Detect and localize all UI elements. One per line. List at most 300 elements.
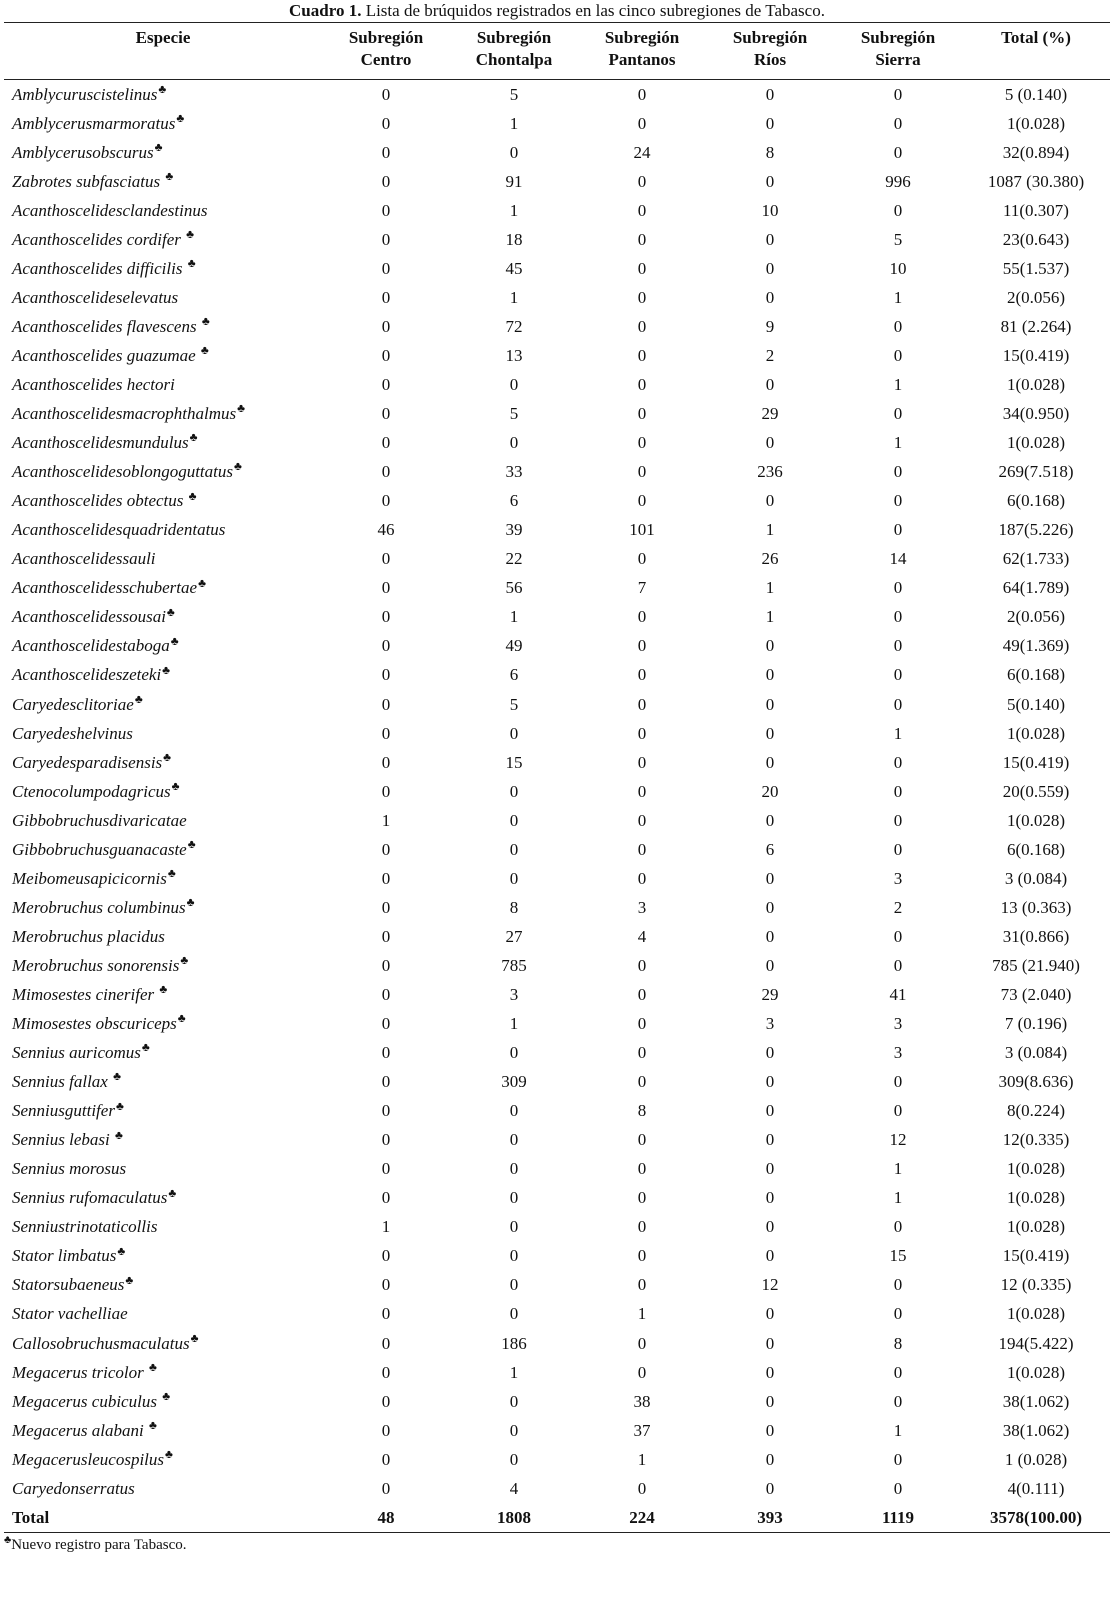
total-sierra: 1119 <box>834 1503 962 1533</box>
count-rios: 6 <box>765 839 775 859</box>
column-header-sierra <box>834 23 962 80</box>
count-sierra: 2 <box>893 897 903 917</box>
count-sierra: 0 <box>893 1478 903 1498</box>
species-cell <box>4 1155 322 1184</box>
count-sierra: 1 <box>893 1420 903 1440</box>
table-row <box>4 1329 1110 1358</box>
count-pantanos: 0 <box>637 810 647 830</box>
club-icon: ♣ <box>115 1098 124 1113</box>
table-row <box>4 661 1110 690</box>
column-header-pantanos <box>578 23 706 80</box>
count-chontalpa: 3 <box>509 984 519 1004</box>
count-total: 55(1.537) <box>1002 258 1070 278</box>
count-rios: 0 <box>765 491 775 511</box>
species-cell <box>4 1242 322 1271</box>
table-row <box>4 951 1110 980</box>
species-name: Stator limbatus <box>12 1246 117 1266</box>
count-rios: 1 <box>765 578 775 598</box>
count-chontalpa: 56 <box>505 578 523 598</box>
count-chontalpa: 27 <box>505 926 523 946</box>
count-sierra: 0 <box>893 462 903 482</box>
species-name: Meibomeusapicicornis <box>12 868 167 888</box>
count-centro: 0 <box>381 1130 391 1150</box>
count-chontalpa: 6 <box>509 491 519 511</box>
count-centro: 0 <box>381 345 391 365</box>
species-name: Acanthoscelides difficilis <box>12 258 187 278</box>
count-rios: 0 <box>765 113 775 133</box>
count-centro: 0 <box>381 1246 391 1266</box>
count-chontalpa: 5 <box>509 84 519 104</box>
species-name: Statorsubaeneus <box>12 1275 125 1295</box>
count-chontalpa: 72 <box>505 316 523 336</box>
club-icon: ♣ <box>113 1069 121 1084</box>
count-centro: 0 <box>381 374 391 394</box>
count-centro: 0 <box>381 636 391 656</box>
table-row <box>4 1358 1110 1387</box>
species-cell <box>4 1271 322 1300</box>
club-icon: ♣ <box>180 953 189 968</box>
column-header-centro <box>322 23 450 80</box>
count-sierra: 0 <box>893 665 903 685</box>
species-name: Amblycerusmarmoratus <box>12 113 176 133</box>
count-centro: 0 <box>381 1362 391 1382</box>
species-name: Mimosestes cinerifer <box>12 984 159 1004</box>
caption-text: Lista de brúquidos registrados en las cinco subregiones de Tabasco. <box>361 1 825 20</box>
count-sierra: 0 <box>893 752 903 772</box>
count-sierra: 8 <box>893 1333 903 1353</box>
species-cell <box>4 1387 322 1416</box>
table-row <box>4 429 1110 458</box>
count-rios: 0 <box>765 1362 775 1382</box>
count-centro: 0 <box>381 258 391 278</box>
count-rios: 0 <box>765 694 775 714</box>
count-chontalpa: 0 <box>509 1275 519 1295</box>
club-icon: ♣ <box>148 1359 157 1374</box>
count-chontalpa: 0 <box>509 433 519 453</box>
count-rios: 0 <box>765 1420 775 1440</box>
species-name: Acanthoscelidesschubertae <box>12 578 198 598</box>
species-cell <box>4 1416 322 1445</box>
count-centro: 0 <box>381 694 391 714</box>
table-row <box>4 196 1110 225</box>
species-cell <box>4 632 322 661</box>
count-rios: 29 <box>761 404 779 424</box>
species-cell <box>4 254 322 283</box>
count-centro: 0 <box>381 781 391 801</box>
count-centro: 0 <box>381 462 391 482</box>
table-row <box>4 370 1110 399</box>
club-icon: ♣ <box>162 662 171 677</box>
count-total: 20(0.559) <box>1002 781 1070 801</box>
count-rios: 0 <box>765 665 775 685</box>
count-total: 73 (2.040) <box>1000 984 1072 1004</box>
count-rios: 1 <box>765 607 775 627</box>
count-pantanos: 0 <box>637 1188 647 1208</box>
count-chontalpa: 0 <box>509 1420 519 1440</box>
count-centro: 0 <box>381 433 391 453</box>
species-cell <box>4 1300 322 1329</box>
count-total: 49(1.369) <box>1002 636 1070 656</box>
count-pantanos: 0 <box>637 200 647 220</box>
species-cell <box>4 1445 322 1474</box>
species-name: Caryedesclitoriae <box>12 694 134 714</box>
club-icon: ♣ <box>148 1418 157 1433</box>
table-row <box>4 458 1110 487</box>
table-row <box>4 748 1110 777</box>
species-cell <box>4 138 322 167</box>
count-pantanos: 0 <box>637 287 647 307</box>
species-name: Stator vachelliae <box>12 1304 128 1324</box>
species-name: Acanthoscelidessousai <box>12 607 166 627</box>
count-sierra: 0 <box>893 345 903 365</box>
count-sierra: 3 <box>893 868 903 888</box>
table-row <box>4 283 1110 312</box>
table-row <box>4 1445 1110 1474</box>
count-chontalpa: 1 <box>509 607 519 627</box>
species-name: Acanthoscelidesmacrophthalmus <box>12 404 237 424</box>
species-cell <box>4 429 322 458</box>
count-rios: 8 <box>765 142 775 162</box>
species-name: Merobruchus columbinus <box>12 897 186 917</box>
table-row <box>4 1097 1110 1126</box>
count-total: 309(8.636) <box>998 1072 1074 1092</box>
count-centro: 0 <box>381 839 391 859</box>
species-cell <box>4 893 322 922</box>
table-row <box>4 1300 1110 1329</box>
table-row <box>4 980 1110 1009</box>
total-rios: 393 <box>706 1503 834 1533</box>
count-total: 7 (0.196) <box>1004 1014 1068 1034</box>
species-name: Sennius morosus <box>12 1159 127 1179</box>
count-chontalpa: 91 <box>505 171 523 191</box>
club-icon: ♣ <box>187 837 196 852</box>
footnote-text: Nuevo registro para Tabasco. <box>11 1537 187 1553</box>
count-chontalpa: 39 <box>505 520 523 540</box>
species-cell <box>4 690 322 719</box>
count-total: 6(0.168) <box>1006 491 1066 511</box>
count-centro: 0 <box>381 955 391 975</box>
column-header-total: Total (%) <box>962 23 1110 80</box>
table-row <box>4 690 1110 719</box>
species-cell <box>4 719 322 748</box>
count-total: 5 (0.140) <box>1004 84 1068 104</box>
club-icon: ♣ <box>134 691 143 706</box>
count-sierra: 0 <box>893 578 903 598</box>
species-name: Acanthoscelides flavescens <box>12 316 201 336</box>
total-pantanos: 224 <box>578 1503 706 1533</box>
count-chontalpa: 15 <box>505 752 523 772</box>
count-total: 1(0.028) <box>1006 810 1066 830</box>
count-chontalpa: 1 <box>509 1014 519 1034</box>
species-cell <box>4 777 322 806</box>
count-pantanos: 0 <box>637 868 647 888</box>
count-rios: 12 <box>761 1275 779 1295</box>
count-sierra: 0 <box>893 491 903 511</box>
count-pantanos: 0 <box>637 984 647 1004</box>
species-cell <box>4 1213 322 1242</box>
count-total: 785 (21.940) <box>992 955 1080 975</box>
count-centro: 0 <box>381 491 391 511</box>
count-total: 1(0.028) <box>1006 723 1066 743</box>
count-rios: 0 <box>765 868 775 888</box>
table-row <box>4 545 1110 574</box>
count-total: 6(0.168) <box>1006 839 1066 859</box>
species-cell <box>4 283 322 312</box>
species-cell <box>4 225 322 254</box>
species-cell <box>4 109 322 138</box>
table-row <box>4 835 1110 864</box>
table-row <box>4 1242 1110 1271</box>
species-name: Senniusguttifer <box>12 1101 115 1121</box>
table-row <box>4 487 1110 516</box>
count-rios: 1 <box>765 520 775 540</box>
count-sierra: 41 <box>889 984 907 1004</box>
species-name: Acanthoscelidesmundulus <box>12 433 189 453</box>
club-icon: ♣ <box>186 227 194 242</box>
count-chontalpa: 0 <box>509 142 519 162</box>
club-icon: ♣ <box>141 1040 150 1055</box>
column-header-line: Subregión <box>604 28 680 47</box>
species-name: Sennius rufomaculatus <box>12 1188 168 1208</box>
species-name: Acanthoscelides guazumae <box>12 345 200 365</box>
count-sierra: 996 <box>885 171 911 191</box>
count-rios: 0 <box>765 752 775 772</box>
count-sierra: 1 <box>893 1159 903 1179</box>
count-pantanos: 0 <box>637 433 647 453</box>
count-pantanos: 37 <box>633 1420 651 1440</box>
column-header-line: Subregión <box>732 28 808 47</box>
count-pantanos: 0 <box>637 404 647 424</box>
column-header-line: Subregión <box>476 28 552 47</box>
count-centro: 0 <box>381 926 391 946</box>
species-cell <box>4 516 322 545</box>
count-rios: 0 <box>765 1478 775 1498</box>
species-cell <box>4 922 322 951</box>
count-chontalpa: 4 <box>509 1478 519 1498</box>
club-icon: ♣ <box>166 604 175 619</box>
count-chontalpa: 22 <box>505 549 523 569</box>
count-total: 4(0.111) <box>1007 1478 1065 1498</box>
species-cell <box>4 458 322 487</box>
count-total: 34(0.950) <box>1002 404 1070 424</box>
count-rios: 0 <box>765 955 775 975</box>
club-icon: ♣ <box>163 749 172 764</box>
count-chontalpa: 309 <box>501 1072 527 1092</box>
count-total: 62(1.733) <box>1002 549 1070 569</box>
club-icon: ♣ <box>200 343 209 358</box>
count-sierra: 3 <box>893 1014 903 1034</box>
count-centro: 0 <box>381 84 391 104</box>
table-row <box>4 254 1110 283</box>
species-name: Acanthoscelideselevatus <box>12 287 179 307</box>
count-pantanos: 0 <box>637 491 647 511</box>
count-pantanos: 0 <box>637 1072 647 1092</box>
count-total: 6(0.168) <box>1006 665 1066 685</box>
count-centro: 0 <box>381 316 391 336</box>
species-name: Merobruchus sonorensis <box>12 955 180 975</box>
count-rios: 26 <box>761 549 779 569</box>
count-sierra: 0 <box>893 1362 903 1382</box>
count-pantanos: 1 <box>637 1304 647 1324</box>
count-rios: 0 <box>765 1333 775 1353</box>
count-total: 1087 (30.380) <box>987 171 1085 191</box>
table-row <box>4 632 1110 661</box>
count-total: 11(0.307) <box>1003 200 1069 220</box>
species-name: Acanthoscelidesclandestinus <box>12 200 208 220</box>
table-row <box>4 1155 1110 1184</box>
species-name: Ctenocolumpodagricus <box>12 781 171 801</box>
count-chontalpa: 0 <box>509 1217 519 1237</box>
count-pantanos: 0 <box>637 1014 647 1034</box>
species-cell <box>4 1358 322 1387</box>
count-chontalpa: 49 <box>505 636 523 656</box>
count-rios: 0 <box>765 84 775 104</box>
species-table <box>4 22 1110 1533</box>
count-total: 3 (0.084) <box>1004 868 1068 888</box>
count-centro: 0 <box>381 1275 391 1295</box>
total-centro: 48 <box>322 1503 450 1533</box>
count-pantanos: 0 <box>637 374 647 394</box>
count-chontalpa: 0 <box>509 1449 519 1469</box>
count-chontalpa: 0 <box>509 374 519 394</box>
species-cell <box>4 196 322 225</box>
count-centro: 0 <box>381 897 391 917</box>
count-rios: 0 <box>765 1449 775 1469</box>
species-cell <box>4 1126 322 1155</box>
count-rios: 2 <box>765 345 775 365</box>
club-icon: ♣ <box>158 81 167 96</box>
count-sierra: 12 <box>889 1130 907 1150</box>
species-cell <box>4 864 322 893</box>
count-centro: 0 <box>381 1304 391 1324</box>
species-cell <box>4 603 322 632</box>
count-sierra: 5 <box>893 229 903 249</box>
species-cell <box>4 370 322 399</box>
table-row <box>4 1039 1110 1068</box>
count-total: 1(0.028) <box>1006 1217 1066 1237</box>
count-rios: 0 <box>765 636 775 656</box>
species-name: Callosobruchusmaculatus <box>12 1333 190 1353</box>
count-pantanos: 24 <box>633 142 651 162</box>
count-total: 3 (0.084) <box>1004 1043 1068 1063</box>
count-total: 1(0.028) <box>1006 113 1066 133</box>
count-centro: 0 <box>381 200 391 220</box>
count-rios: 0 <box>765 810 775 830</box>
count-total: 38(1.062) <box>1002 1391 1070 1411</box>
table-row <box>4 1184 1110 1213</box>
count-sierra: 0 <box>893 955 903 975</box>
count-total: 31(0.866) <box>1002 926 1070 946</box>
count-total: 1(0.028) <box>1006 433 1066 453</box>
table-row <box>4 719 1110 748</box>
club-icon: ♣ <box>165 1447 173 1462</box>
species-cell <box>4 167 322 196</box>
count-pantanos: 0 <box>637 1130 647 1150</box>
count-centro: 0 <box>381 549 391 569</box>
species-name: Mimosestes obscuriceps <box>12 1014 177 1034</box>
count-rios: 0 <box>765 229 775 249</box>
caption-label: Cuadro 1. <box>289 1 362 20</box>
species-name: Megacerus alabani <box>12 1420 148 1440</box>
species-cell <box>4 1474 322 1503</box>
count-centro: 0 <box>381 1449 391 1469</box>
club-icon: ♣ <box>190 1330 199 1345</box>
count-pantanos: 0 <box>637 1333 647 1353</box>
count-sierra: 0 <box>893 1391 903 1411</box>
table-row <box>4 1010 1110 1039</box>
species-name: Acanthoscelideszeteki <box>12 665 162 685</box>
species-cell <box>4 1329 322 1358</box>
species-cell <box>4 1184 322 1213</box>
club-icon: ♣ <box>168 1185 177 1200</box>
count-sierra: 0 <box>893 1072 903 1092</box>
count-sierra: 0 <box>893 636 903 656</box>
count-pantanos: 0 <box>637 694 647 714</box>
count-total: 187(5.226) <box>998 520 1074 540</box>
species-name: Gibbobruchusdivaricatae <box>12 810 187 830</box>
count-sierra: 15 <box>889 1246 907 1266</box>
column-header-rios <box>706 23 834 80</box>
count-rios: 0 <box>765 926 775 946</box>
count-total: 2(0.056) <box>1006 607 1066 627</box>
club-icon: ♣ <box>176 110 185 125</box>
count-total: 2(0.056) <box>1006 287 1066 307</box>
count-pantanos: 0 <box>637 752 647 772</box>
table-caption <box>0 0 1114 22</box>
table-row <box>4 922 1110 951</box>
table-row <box>4 806 1110 835</box>
species-cell <box>4 312 322 341</box>
club-icon: ♣ <box>233 459 242 474</box>
count-centro: 0 <box>381 229 391 249</box>
count-sierra: 0 <box>893 926 903 946</box>
total-chontalpa: 1808 <box>450 1503 578 1533</box>
club-icon: ♣ <box>154 139 163 154</box>
count-sierra: 0 <box>893 781 903 801</box>
count-chontalpa: 0 <box>509 1391 519 1411</box>
count-total: 12(0.335) <box>1002 1130 1070 1150</box>
count-sierra: 1 <box>893 374 903 394</box>
count-pantanos: 0 <box>637 607 647 627</box>
count-total: 13 (0.363) <box>1000 897 1072 917</box>
species-name: Acanthoscelides hectori <box>12 374 175 394</box>
table-row <box>4 1387 1110 1416</box>
count-pantanos: 8 <box>637 1101 647 1121</box>
count-total: 269(7.518) <box>998 462 1074 482</box>
count-rios: 0 <box>765 1304 775 1324</box>
footnote <box>4 1535 187 1555</box>
count-total: 38(1.062) <box>1002 1420 1070 1440</box>
count-centro: 0 <box>381 1188 391 1208</box>
count-total: 1(0.028) <box>1006 374 1066 394</box>
count-rios: 0 <box>765 171 775 191</box>
club-icon: ♣ <box>167 866 176 881</box>
species-name: Megacerus cubiculus <box>12 1391 162 1411</box>
count-chontalpa: 0 <box>509 868 519 888</box>
count-pantanos: 0 <box>637 1362 647 1382</box>
table-row <box>4 138 1110 167</box>
count-rios: 0 <box>765 1159 775 1179</box>
count-pantanos: 38 <box>633 1391 651 1411</box>
species-cell <box>4 661 322 690</box>
count-centro: 0 <box>381 1391 391 1411</box>
count-sierra: 0 <box>893 404 903 424</box>
count-chontalpa: 0 <box>509 723 519 743</box>
count-centro: 1 <box>381 1217 391 1237</box>
club-icon: ♣ <box>159 982 168 997</box>
table-row <box>4 603 1110 632</box>
count-chontalpa: 186 <box>501 1333 527 1353</box>
